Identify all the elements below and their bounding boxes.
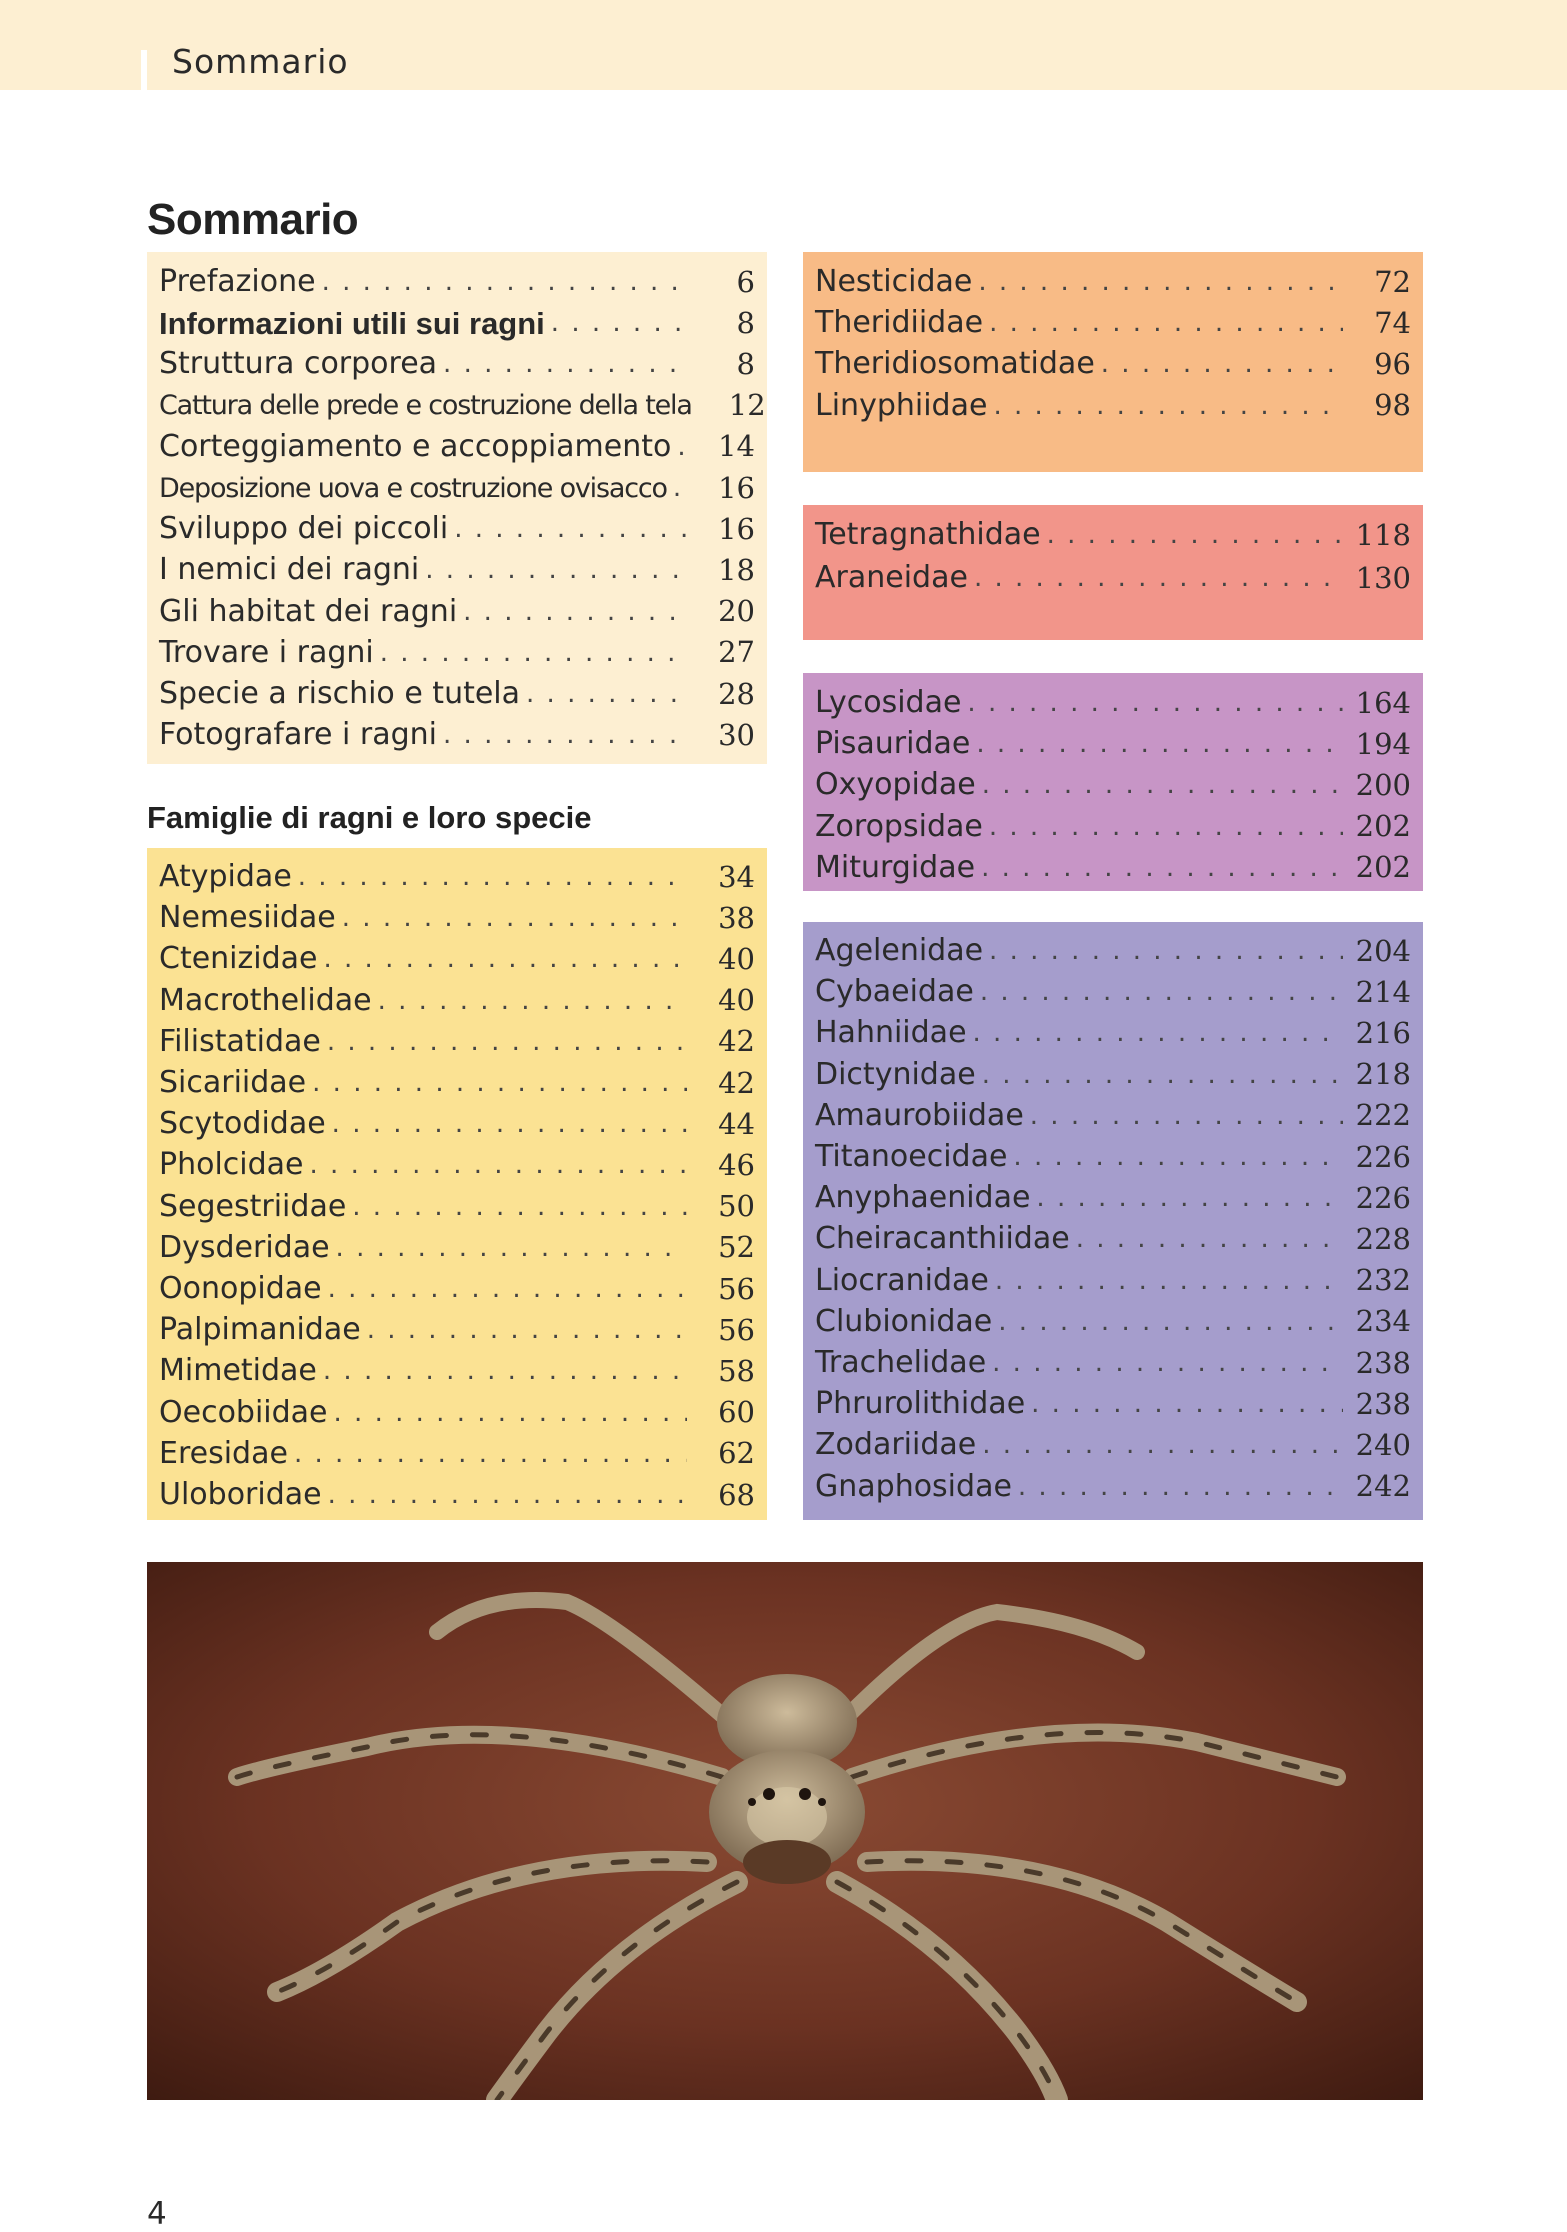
toc-entry	[147, 633, 767, 673]
toc-entry	[803, 344, 1423, 384]
toc-entry-label: Palpimanidae	[159, 1312, 361, 1348]
toc-entry-label: Trachelidae	[815, 1345, 987, 1380]
toc-entry	[803, 1343, 1423, 1383]
toc-leader-dots	[334, 1400, 687, 1426]
toc-entry	[147, 981, 767, 1021]
toc-entry	[147, 857, 767, 897]
toc-entry	[803, 1219, 1423, 1259]
toc-entry-page: 238	[1355, 1345, 1411, 1380]
toc-entry-page: 52	[718, 1230, 755, 1265]
toc-entry-page: 40	[718, 983, 755, 1018]
toc-entry	[147, 427, 767, 467]
toc-entry-label: Lycosidae	[815, 685, 962, 720]
toc-entry-label: Zoropsidae	[815, 808, 983, 844]
toc-entry-page: 202	[1355, 850, 1411, 885]
toc-entry	[147, 344, 767, 384]
toc-entry-label: Cybaeidae	[815, 974, 974, 1010]
toc-entry-label: Uloboridae	[159, 1477, 322, 1512]
toc-entry-page: 56	[718, 1271, 755, 1306]
toc-entry-page: 232	[1355, 1263, 1411, 1298]
toc-entry-page: 50	[718, 1189, 755, 1224]
toc-entry	[803, 515, 1423, 555]
toc-entry-label: Trovare i ragni	[159, 634, 374, 670]
toc-entry	[803, 683, 1423, 723]
toc-leader-dots	[526, 681, 687, 707]
toc-entry-label: Linyphiidae	[815, 387, 988, 423]
toc-entry-page: 96	[1374, 346, 1411, 381]
toc-entry	[147, 1269, 767, 1309]
toc-entry-page: 74	[1374, 305, 1411, 340]
toc-entry-label: Tetragnathidae	[815, 517, 1041, 552]
toc-entry-page: 218	[1355, 1057, 1411, 1092]
toc-entry-page: 238	[1355, 1386, 1411, 1421]
toc-families-box-purple	[803, 673, 1423, 891]
toc-leader-dots	[298, 864, 687, 890]
toc-entry-label: Filistatidae	[159, 1023, 321, 1059]
toc-entry-page: 118	[1355, 517, 1411, 552]
toc-entry-label: Sviluppo dei piccoli	[159, 511, 449, 547]
toc-entry-page: 42	[718, 1065, 755, 1100]
toc-leader-dots	[989, 814, 1343, 840]
toc-entry	[147, 1187, 767, 1227]
toc-entry-page: 68	[718, 1477, 755, 1512]
toc-entry	[803, 1467, 1423, 1507]
toc-leader-dots	[380, 640, 687, 666]
toc-entry-page: 216	[1355, 1015, 1411, 1050]
toc-entry-page: 202	[1355, 809, 1411, 844]
toc-entry	[147, 939, 767, 979]
toc-entry-label: Prefazione	[159, 264, 316, 299]
toc-entry-label: Oecobiidae	[159, 1394, 328, 1430]
toc-leader-dots	[967, 690, 1343, 716]
toc-entry-label: Titanoecidae	[815, 1139, 1008, 1174]
toc-entry-label: Scytodidae	[159, 1106, 326, 1142]
toc-leader-dots	[443, 722, 687, 748]
toc-entry	[803, 848, 1423, 888]
toc-entry	[803, 1055, 1423, 1095]
toc-leader-dots	[1076, 1226, 1343, 1252]
toc-entry	[147, 1351, 767, 1391]
toc-leader-dots	[378, 988, 687, 1014]
toc-entry	[147, 1063, 767, 1103]
toc-entry-page: 8	[736, 305, 755, 340]
toc-entry	[803, 1302, 1423, 1342]
toc-entry-page: 40	[718, 941, 755, 976]
toc-leader-dots	[677, 434, 687, 460]
toc-entry-label: Struttura corporea	[159, 346, 438, 382]
toc-entry-page: 12	[728, 388, 766, 423]
toc-entry	[803, 262, 1423, 302]
toc-leader-dots	[328, 1482, 687, 1508]
toc-leader-dots	[443, 351, 687, 377]
toc-leader-dots	[323, 1358, 687, 1384]
toc-leader-dots	[342, 905, 687, 931]
toc-entry	[147, 1145, 767, 1185]
toc-entry	[803, 807, 1423, 847]
toc-leader-dots	[1030, 1103, 1343, 1129]
toc-leader-dots	[982, 1432, 1343, 1458]
toc-entry	[147, 898, 767, 938]
toc-entry	[803, 1425, 1423, 1465]
toc-entry-label: Phrurolithidae	[815, 1386, 1026, 1422]
toc-entry-page: 60	[718, 1395, 755, 1430]
toc-entry-page: 56	[718, 1312, 755, 1347]
toc-entry-page: 72	[1374, 264, 1411, 299]
toc-leader-dots	[1018, 1474, 1343, 1500]
toc-entry-label: Zodariidae	[815, 1427, 977, 1463]
toc-entry-label: Sicariidae	[159, 1065, 307, 1100]
toc-entry-label: Fotografare i ragni	[159, 717, 438, 753]
toc-leader-dots	[973, 1020, 1343, 1046]
toc-leader-dots	[989, 310, 1343, 336]
toc-entry-label: Amaurobiidae	[815, 1097, 1024, 1133]
toc-leader-dots	[1101, 351, 1343, 377]
toc-entry	[803, 1013, 1423, 1053]
toc-entry-page: 98	[1374, 388, 1411, 423]
page-number: 4	[147, 2196, 167, 2232]
toc-leader-dots	[310, 1152, 687, 1178]
toc-entry-label: I nemici dei ragni	[159, 552, 420, 588]
toc-entry	[803, 931, 1423, 971]
running-header: Sommario	[172, 42, 349, 81]
toc-entry-page: 20	[718, 594, 755, 629]
toc-leader-dots	[995, 1268, 1343, 1294]
toc-entry	[147, 715, 767, 755]
toc-leader-dots	[978, 269, 1343, 295]
toc-entry-page: 34	[718, 859, 755, 894]
toc-leader-dots	[982, 1062, 1343, 1088]
toc-entry-label: Informazioni utili sui ragni	[159, 305, 545, 341]
toc-entry-label: Gli habitat dei ragni	[159, 593, 458, 629]
toc-entry-label: Oonopidae	[159, 1271, 322, 1306]
toc-entry-page: 242	[1355, 1469, 1411, 1504]
toc-leader-dots	[323, 946, 687, 972]
toc-entry-label: Cattura delle prede e costruzione della tela	[159, 390, 692, 422]
toc-leader-dots	[1036, 1185, 1343, 1211]
spider-photo	[147, 1562, 1423, 2100]
toc-entry-page: 222	[1355, 1098, 1411, 1133]
toc-entry-label: Nesticidae	[815, 264, 973, 299]
toc-entry-page: 27	[718, 635, 755, 670]
toc-leader-dots	[294, 1441, 687, 1467]
toc-entry-label: Mimetidae	[159, 1353, 317, 1389]
toc-leader-dots	[551, 310, 687, 336]
toc-leader-dots	[1031, 1391, 1343, 1417]
toc-leader-dots	[981, 855, 1343, 881]
toc-entry	[147, 386, 767, 426]
toc-entry	[147, 1434, 767, 1474]
toc-entry-page: 58	[718, 1353, 755, 1388]
toc-leader-dots	[454, 516, 687, 542]
toc-entry	[147, 262, 767, 302]
toc-entry-page: 16	[718, 511, 755, 546]
toc-leader-dots	[425, 557, 687, 583]
toc-leader-dots	[336, 1235, 687, 1261]
toc-entry-label: Segestriidae	[159, 1188, 347, 1224]
toc-entry-label: Hahniidae	[815, 1015, 967, 1051]
toc-entry-page: 234	[1355, 1304, 1411, 1339]
toc-leader-dots	[352, 1194, 687, 1220]
toc-entry-label: Araneidae	[815, 560, 968, 595]
toc-entry	[147, 509, 767, 549]
toc-entry-page: 130	[1355, 560, 1411, 595]
toc-entry-label: Clubionidae	[815, 1303, 993, 1339]
toc-entry	[147, 468, 767, 508]
toc-entry-page: 200	[1355, 767, 1411, 802]
toc-entry-label: Specie a rischio e tutela	[159, 676, 521, 711]
toc-entry-page: 16	[718, 470, 755, 505]
toc-entry-label: Gnaphosidae	[815, 1468, 1012, 1504]
toc-entry-label: Oxyopidae	[815, 767, 976, 803]
toc-entry-label: Macrothelidae	[159, 982, 372, 1018]
toc-entry-page: 18	[718, 552, 755, 587]
toc-entry-label: Theridiosomatidae	[815, 346, 1095, 382]
toc-entry-page: 240	[1355, 1427, 1411, 1462]
toc-entry	[147, 1104, 767, 1144]
toc-families-box-red	[803, 505, 1423, 640]
toc-entry-page: 42	[718, 1024, 755, 1059]
toc-leader-dots	[328, 1276, 687, 1302]
toc-entry	[147, 592, 767, 632]
toc-entry-label: Agelenidae	[815, 933, 984, 968]
toc-leader-dots	[327, 1029, 687, 1055]
toc-entry-page: 228	[1355, 1221, 1411, 1256]
toc-entry-page: 44	[718, 1106, 755, 1141]
toc-leader-dots	[993, 393, 1343, 419]
toc-entry-page: 46	[718, 1147, 755, 1182]
toc-entry	[147, 550, 767, 590]
families-heading: Famiglie di ragni e loro specie	[147, 800, 592, 835]
toc-entry-label: Deposizione uova e costruzione ovisacco	[159, 472, 667, 504]
toc-entry-label: Miturgidae	[815, 849, 976, 885]
toc-entry-label: Theridiidae	[815, 305, 984, 341]
toc-families-box-violet	[803, 922, 1423, 1520]
toc-entry	[147, 674, 767, 714]
toc-entry	[803, 972, 1423, 1012]
page-title: Sommario	[147, 195, 359, 244]
toc-entry-page: 6	[736, 264, 755, 299]
toc-leader-dots	[998, 1309, 1343, 1335]
toc-leader-dots	[312, 1070, 687, 1096]
toc-entry-page: 62	[718, 1436, 755, 1471]
toc-entry-label: Corteggiamento e accoppiamento	[159, 428, 672, 464]
toc-entry	[803, 1178, 1423, 1218]
toc-entry-label: Liocranidae	[815, 1262, 989, 1298]
toc-leader-dots	[980, 979, 1343, 1005]
toc-entry-label: Pholcidae	[159, 1147, 304, 1183]
toc-leader-dots	[367, 1317, 687, 1343]
toc-entry-label: Ctenizidae	[159, 941, 318, 977]
toc-entry-page: 8	[736, 346, 755, 381]
toc-entry-label: Atypidae	[159, 859, 292, 894]
toc-entry-page: 28	[718, 676, 755, 711]
toc-entry-label: Dysderidae	[159, 1229, 330, 1265]
toc-leader-dots	[463, 599, 687, 625]
toc-families-box-orange	[803, 252, 1423, 472]
toc-entry-label: Cheiracanthiidae	[815, 1221, 1070, 1257]
toc-entry	[803, 558, 1423, 598]
toc-entry	[147, 1393, 767, 1433]
toc-entry-page: 38	[718, 900, 755, 935]
toc-families-box-yellow	[147, 848, 767, 1520]
toc-entry-label: Eresidae	[159, 1435, 288, 1471]
toc-entry	[803, 1096, 1423, 1136]
toc-entry-page: 30	[718, 717, 755, 752]
header-divider	[141, 50, 147, 90]
toc-leader-dots	[974, 565, 1343, 591]
toc-entry-label: Nemesiidae	[159, 900, 336, 936]
toc-leader-dots	[1047, 522, 1343, 548]
toc-leader-dots	[989, 938, 1343, 964]
toc-entry-label: Dictynidae	[815, 1056, 976, 1092]
toc-entry-page: 226	[1355, 1139, 1411, 1174]
toc-entry-page: 164	[1355, 685, 1411, 720]
toc-entry	[147, 1475, 767, 1515]
toc-entry	[147, 1228, 767, 1268]
toc-leader-dots	[982, 772, 1343, 798]
toc-leader-dots	[992, 1350, 1343, 1376]
toc-entry	[803, 1137, 1423, 1177]
toc-intro-box	[147, 252, 767, 764]
toc-entry	[803, 1261, 1423, 1301]
toc-entry	[147, 303, 767, 343]
toc-entry-page: 194	[1355, 726, 1411, 761]
toc-entry	[803, 386, 1423, 426]
toc-entry-page: 226	[1355, 1180, 1411, 1215]
toc-entry	[803, 303, 1423, 343]
toc-entry	[147, 1310, 767, 1350]
toc-entry-page: 214	[1355, 974, 1411, 1009]
toc-entry	[803, 1384, 1423, 1424]
toc-leader-dots	[673, 475, 687, 501]
toc-entry-page: 14	[718, 429, 755, 464]
toc-leader-dots	[332, 1111, 687, 1137]
toc-entry-label: Pisauridae	[815, 726, 971, 762]
toc-leader-dots	[322, 269, 687, 295]
toc-leader-dots	[1013, 1144, 1343, 1170]
toc-entry	[147, 1022, 767, 1062]
toc-entry	[803, 765, 1423, 805]
toc-entry-label: Anyphaenidae	[815, 1180, 1031, 1216]
toc-entry	[803, 724, 1423, 764]
toc-entry-page: 204	[1355, 933, 1411, 968]
toc-leader-dots	[976, 731, 1343, 757]
